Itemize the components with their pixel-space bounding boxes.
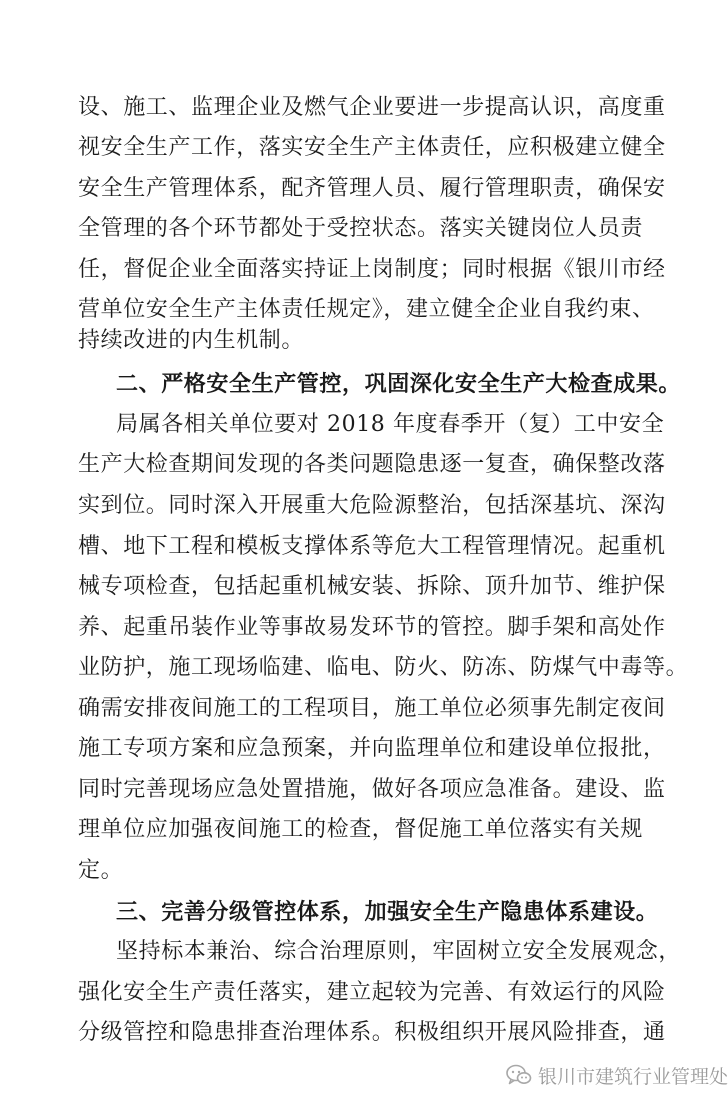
text-line-16: 确需安排夜间施工的工程项目，施工单位必须事先制定夜间 (78, 696, 666, 721)
text-line-12: 槽、地下工程和模板支撑体系等危大工程管理情况。起重机 (78, 534, 666, 559)
section-heading-2: 二、严格安全生产管控，巩固深化安全生产大检查成果。 (116, 371, 682, 397)
text-line-14: 养、起重吊装作业等事故易发环节的管控。脚手架和高处作 (78, 615, 666, 640)
text-line-11: 实到位。同时深入开展重大危险源整治，包括深基坑、深沟 (78, 493, 666, 518)
watermark (506, 1060, 728, 1090)
text-line-15: 业防护，施工现场临建、临电、防火、防冻、防煤气中毒等。 (78, 655, 689, 680)
text-line-23: 强化安全生产责任落实，建立起较为完善、有效运行的风险 (78, 980, 666, 1005)
text-line-10: 生产大检查期间发现的各类问题隐患逐一复查，确保整改落 (78, 452, 666, 477)
text-line-17: 施工专项方案和应急预案，并向监理单位和建设单位报批， (78, 736, 666, 761)
text-line-4: 全管理的各个环节都处于受控状态。落实关键岗位人员责 (78, 216, 644, 241)
text-line-1: 设、施工、监理企业及燃气企业要进一步提高认识，高度重 (78, 95, 666, 120)
text-line-13: 械专项检查，包括起重机械安装、拆除、顶升加节、维护保 (78, 574, 666, 599)
text-line-6: 营单位安全生产主体责任规定》，建立健全企业自我约束、 (78, 297, 655, 322)
text-line-22: 坚持标本兼治、综合治理原则，牢固树立安全发展观念， (116, 939, 682, 964)
text-line-20: 定。 (78, 858, 124, 883)
watermark-text: 银川市建筑行业管理处 (538, 1065, 728, 1088)
text-line-19: 理单位应加强夜间施工的检查，督促施工单位落实有关规 (78, 817, 644, 842)
text-line-18: 同时完善现场应急处置措施，做好各项应急准备。建设、监 (78, 777, 666, 802)
text-line-3: 安全生产管理体系，配齐管理人员、履行管理职责，确保安 (78, 176, 666, 201)
text-line-5: 任，督促企业全面落实持证上岗制度；同时根据《银川市经 (78, 257, 666, 282)
text-line-2: 视安全生产工作，落实安全生产主体责任，应积极建立健全 (78, 135, 666, 160)
section-heading-3: 三、完善分级管控体系，加强安全生产隐患体系建设。 (116, 899, 659, 925)
text-line-7: 持续改进的内生机制。 (78, 328, 305, 353)
wechat-icon (506, 1064, 532, 1086)
text-line-24: 分级管控和隐患排查治理体系。积极组织开展风险排查，通 (78, 1020, 666, 1045)
text-line-9: 局属各相关单位要对 2018 年度春季开（复）工中安全 (116, 412, 665, 437)
